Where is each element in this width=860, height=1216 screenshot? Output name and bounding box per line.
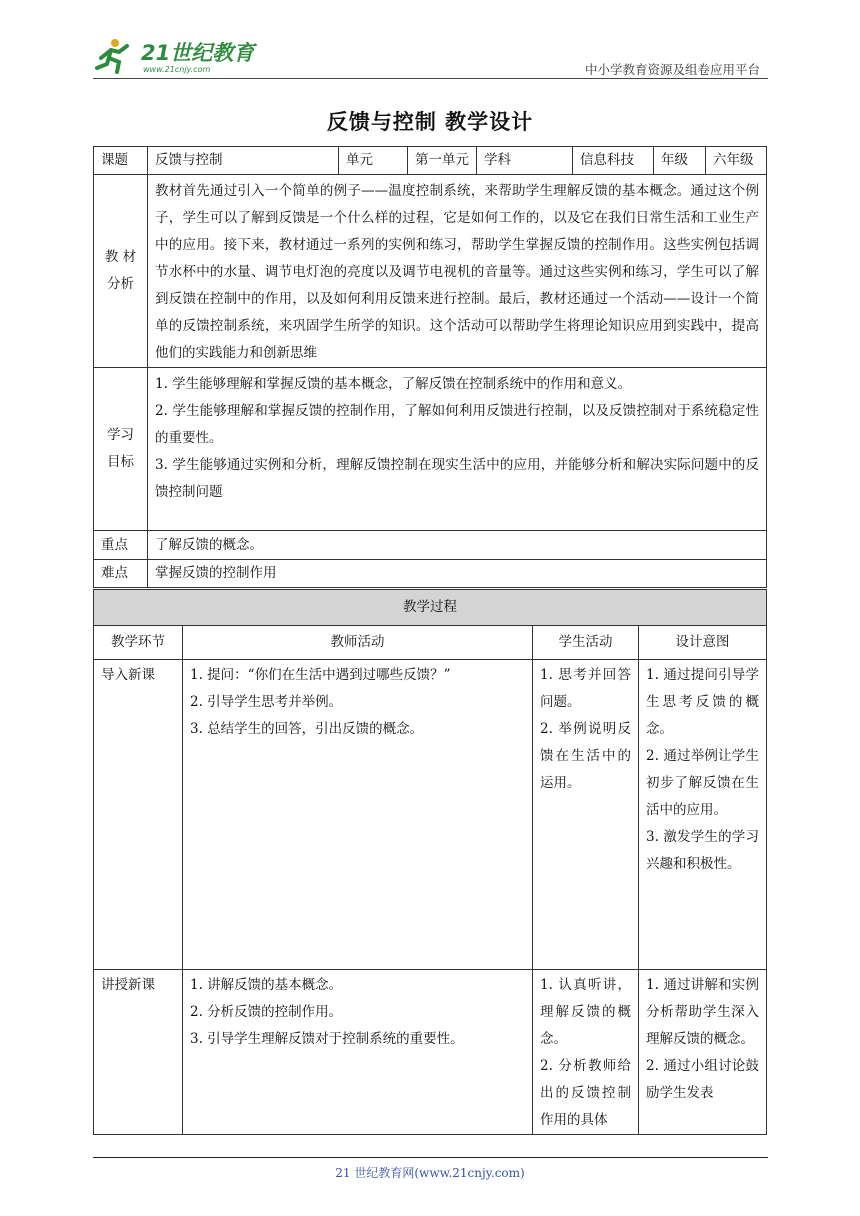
difficulty-label: 难点: [94, 560, 148, 588]
table-row: [94, 660, 767, 970]
key-point-label: 重点: [94, 531, 148, 560]
unit-label: 单元: [339, 147, 408, 175]
objective-item: 3. 学生能够通过实例和分析，理解反馈控制在现实生活中的应用，并能够分析和解决实际问题中的反馈控制问题: [155, 457, 759, 500]
analysis-text: 教材首先通过引入一个简单的例子——温度控制系统，来帮助学生理解反馈的基本概念。通过这个例子，学生可以了解到反馈是一个什么样的过程，它是如何工作的，以及它在我们日常生活和工业生产中的应用。接下来，教材通过一系列的实例和练习，帮助学生掌握反馈的控制作用。这些实例包括调节水杯中的水量、调节电灯泡的亮度以及调节电视机的音量等。通过这些实例和练习，学生可以了解到反馈在控制中的作用，以及如何利用反馈来进行控制。最后，教材还通过一个活动——设计一个简单的反馈控制系统，来巩固学生所学的知识。这个活动可以帮助学生将理论知识应用到实践中，提高他们的实践能力和创新思维: [148, 175, 767, 368]
runner-logo-icon: [93, 36, 263, 76]
logo-text: 21世纪教育: [141, 41, 255, 65]
design-intent: 1. 通过讲解和实例分析帮助学生深入理解反馈的概念。 2. 通过小组讨论鼓励学生发表: [639, 970, 767, 1135]
objectives-list: [148, 368, 767, 531]
page-header: [93, 30, 768, 80]
subject-value: 信息科技: [573, 147, 654, 175]
document-title: 反馈与控制 教学设计: [326, 109, 534, 134]
difficulty-text: 掌握反馈的控制作用: [148, 560, 767, 588]
grade-value: 六年级: [706, 147, 767, 175]
subject-label: 学科: [477, 147, 573, 175]
column-header: 教学环节: [94, 626, 183, 660]
key-point-text: 了解反馈的概念。: [148, 531, 767, 560]
topic-value: 反馈与控制: [148, 147, 339, 175]
topic-label: 课题: [94, 147, 148, 175]
student-activity: 1. 思考并回答问题。 2. 举例说明反馈在生活中的运用。: [533, 660, 639, 970]
design-intent: 1. 通过提问引导学生思考反馈的概念。 2. 通过举例让学生初步了解反馈在生活中的应用。 3. 激发学生的学习兴趣和积极性。: [639, 660, 767, 970]
teaching-process-table: [93, 589, 767, 1135]
teacher-activity: 1. 讲解反馈的基本概念。 2. 分析反馈的控制作用。 3. 引导学生理解反馈对于控制系统的重要性。: [183, 970, 533, 1135]
header-divider: [93, 78, 768, 79]
teacher-activity: 1. 提问：“你们在生活中遇到过哪些反馈？” 2. 引导学生思考并举例。 3. 总结学生的回答，引出反馈的概念。: [183, 660, 533, 970]
platform-name: 中小学教育资源及组卷应用平台: [584, 62, 760, 77]
logo-url: www.21cnjy.com: [143, 65, 211, 74]
footer-divider: [93, 1157, 768, 1158]
analysis-label: 教 材 分析: [94, 175, 148, 368]
footer-link[interactable]: 21 世纪教育网(www.21cnjy.com): [335, 1166, 525, 1180]
process-heading: 教学过程: [94, 590, 767, 626]
table-row: [94, 970, 767, 1135]
objective-item: 1. 学生能够理解和掌握反馈的基本概念，了解反馈在控制系统中的作用和意义。: [155, 376, 632, 392]
student-activity: 1. 认真听讲，理解反馈的概念。 2. 分析教师给出的反馈控制作用的具体: [533, 970, 639, 1135]
stage-cell: 讲授新课: [94, 970, 183, 1135]
lesson-info-table: [93, 146, 767, 588]
site-logo[interactable]: [93, 36, 263, 76]
objective-item: 2. 学生能够理解和掌握反馈的控制作用，了解如何利用反馈进行控制，以及反馈控制对于系统稳定性的重要性。: [155, 403, 759, 446]
column-header: 教师活动: [183, 626, 533, 660]
column-header: 设计意图: [639, 626, 767, 660]
grade-label: 年级: [654, 147, 706, 175]
column-header: 学生活动: [533, 626, 639, 660]
objectives-label: 学习 目标: [94, 368, 148, 531]
unit-value: 第一单元: [408, 147, 477, 175]
stage-cell: 导入新课: [94, 660, 183, 970]
